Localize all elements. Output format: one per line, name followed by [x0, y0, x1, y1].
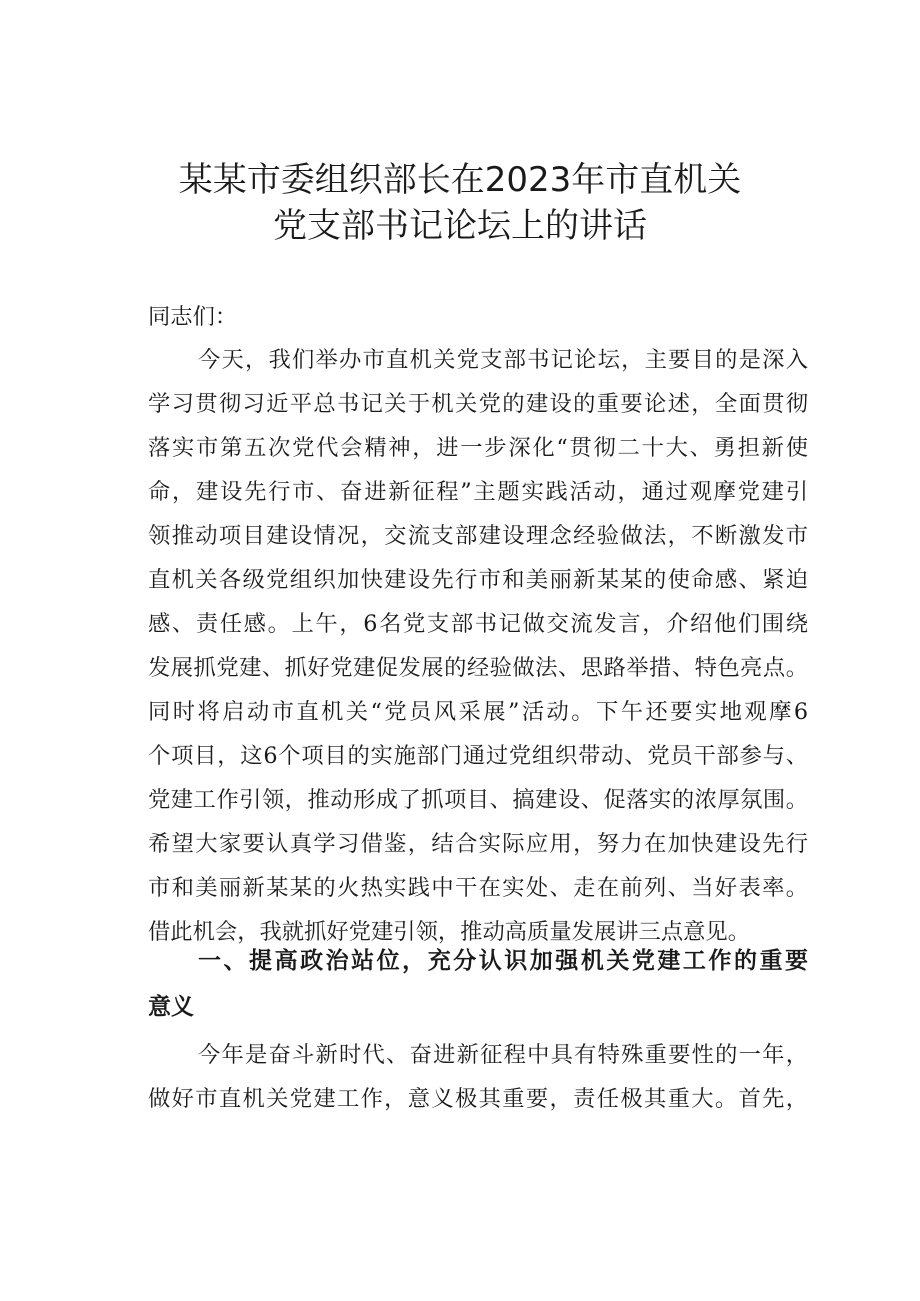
heading-line: 意义	[148, 994, 194, 1020]
paragraph-line: 领推动项目建设情况，交流支部建设理念经验做法，不断激发市	[148, 523, 808, 549]
paragraph-line: 命，建设先行市、奋进新征程”主题实践活动，通过观摩党建引	[148, 479, 808, 505]
document-title-line-2: 党支部书记论坛上的讲话	[273, 206, 647, 246]
paragraph-line: 同时将启动市直机关“党员风采展”活动。下午还要实地观摩6	[148, 699, 808, 725]
paragraph-line: 市和美丽新某某的火热实践中干在实处、走在前列、当好表率。	[148, 875, 808, 901]
paragraph-line: 学习贯彻习近平总书记关于机关党的建设的重要论述，全面贯彻	[148, 391, 808, 417]
paragraph-line: 发展抓党建、抓好党建促发展的经验做法、思路举措、特色亮点。	[148, 655, 808, 681]
heading-line: 一、提高政治站位，充分认识加强机关党建工作的重要	[198, 948, 808, 974]
paragraph-line: 借此机会，我就抓好党建引领，推动高质量发展讲三点意见。	[148, 919, 751, 945]
paragraph-line: 今年是奋斗新时代、奋进新征程中具有特殊重要性的一年，	[198, 1042, 808, 1068]
paragraph-line: 做好市直机关党建工作，意义极其重要，责任极其重大。首先，	[148, 1086, 808, 1112]
paragraph-line: 落实市第五次党代会精神，进一步深化“贯彻二十大、勇担新使	[148, 435, 808, 461]
document-title-line-1: 某某市委组织部长在2023年市直机关	[178, 160, 742, 200]
paragraph-line: 今天，我们举办市直机关党支部书记论坛，主要目的是深入	[198, 347, 808, 373]
paragraph-line: 感、责任感。上午，6名党支部书记做交流发言，介绍他们围绕	[148, 611, 808, 637]
paragraph-line: 党建工作引领，推动形成了抓项目、搞建设、促落实的浓厚氛围。	[148, 787, 808, 813]
paragraph-line: 希望大家要认真学习借鉴，结合实际应用，努力在加快建设先行	[148, 831, 808, 857]
paragraph-line: 个项目，这6个项目的实施部门通过党组织带动、党员干部参与、	[148, 743, 808, 769]
paragraph-line: 直机关各级党组织加快建设先行市和美丽新某某的使命感、紧迫	[148, 567, 808, 593]
salutation: 同志们：	[148, 304, 238, 330]
